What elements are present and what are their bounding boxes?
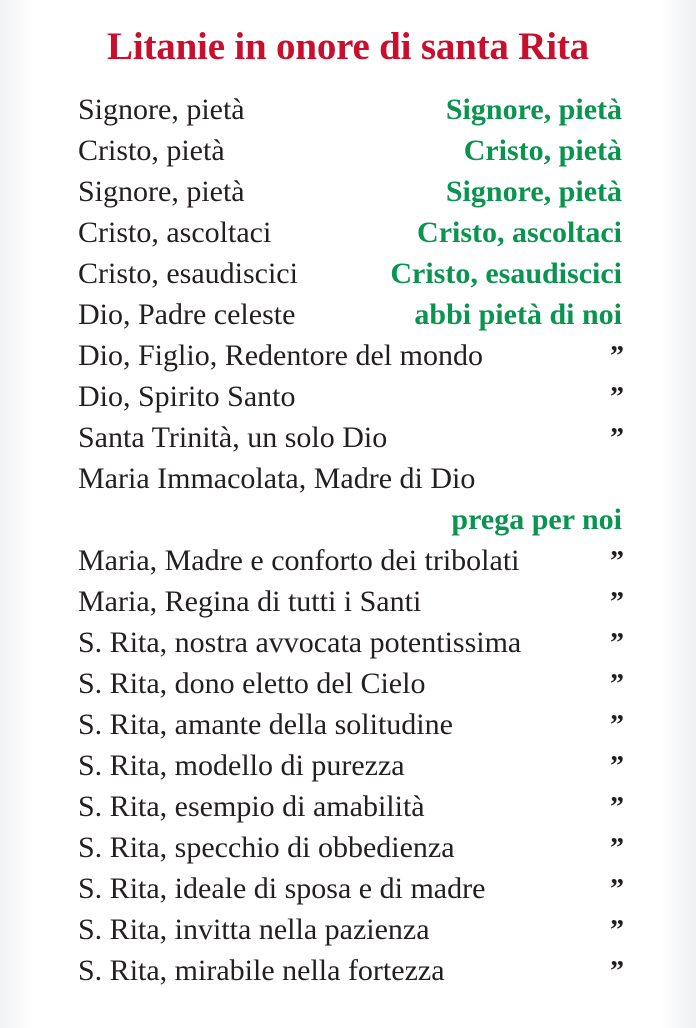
litany-line (78, 294, 622, 335)
litany-line (78, 581, 622, 622)
litany-line (78, 704, 622, 745)
response-text: prega per noi (451, 503, 622, 536)
invocation-text: S. Rita, nostra avvocata potentissima (78, 626, 522, 659)
invocation-text: S. Rita, specchio di obbedienza (78, 831, 455, 864)
litany-line (78, 89, 622, 130)
ditto-mark: ” (610, 956, 624, 987)
litany-line (78, 786, 622, 827)
invocation-text: Dio, Padre celeste (78, 298, 296, 331)
response-text: Signore, pietà (445, 93, 622, 126)
litany-line (78, 663, 622, 704)
invocation-text: Maria, Regina di tutti i Santi (78, 585, 422, 618)
ditto-mark: ” (610, 833, 624, 864)
ditto-mark: ” (610, 628, 624, 659)
ditto-mark: ” (610, 546, 624, 577)
response-text: Signore, pietà (445, 175, 622, 208)
litany-line (78, 130, 622, 171)
litany-line (78, 171, 622, 212)
invocation-text: S. Rita, amante della solitudine (78, 708, 453, 741)
invocation-text: Cristo, pietà (78, 134, 225, 167)
litany-line (78, 376, 622, 417)
invocation-text: Dio, Figlio, Redentore del mondo (78, 339, 483, 372)
invocation-text: S. Rita, modello di purezza (78, 749, 405, 782)
ditto-mark: ” (610, 382, 624, 413)
ditto-mark: ” (610, 792, 624, 823)
litany-line (78, 745, 622, 786)
litany-list (78, 89, 622, 991)
invocation-text: Maria, Madre e conforto dei tribolati (78, 544, 520, 577)
invocation-text: S. Rita, mirabile nella fortezza (78, 954, 445, 987)
invocation-text: Dio, Spirito Santo (78, 380, 296, 413)
invocation-text: Santa Trinità, un solo Dio (78, 421, 388, 454)
response-text: Cristo, ascoltaci (417, 216, 622, 249)
ditto-mark: ” (610, 751, 624, 782)
litany-line (78, 212, 622, 253)
litany-line (78, 540, 622, 581)
response-text: abbi pietà di noi (414, 298, 622, 331)
ditto-mark: ” (610, 710, 624, 741)
litany-line (78, 909, 622, 950)
invocation-text: Maria Immacolata, Madre di Dio (78, 462, 476, 495)
litany-line (78, 950, 622, 991)
litany-line (78, 253, 622, 294)
invocation-text: S. Rita, esempio di amabilità (78, 790, 425, 823)
ditto-mark: ” (610, 669, 624, 700)
response-text: Cristo, esaudiscici (390, 257, 622, 290)
ditto-mark: ” (610, 874, 624, 905)
ditto-mark: ” (610, 341, 624, 372)
ditto-mark: ” (610, 423, 624, 454)
page-title: Litanie in onore di santa Rita (107, 25, 589, 68)
litany-line (78, 417, 622, 458)
ditto-mark: ” (610, 587, 624, 618)
response-text: Cristo, pietà (463, 134, 622, 167)
invocation-text: Signore, pietà (78, 175, 245, 208)
ditto-mark: ” (610, 915, 624, 946)
litany-line (78, 827, 622, 868)
litany-line (78, 868, 622, 909)
invocation-text: S. Rita, invitta nella pazienza (78, 913, 430, 946)
litany-line (78, 622, 622, 663)
invocation-text: Cristo, esaudiscici (78, 257, 298, 290)
litany-line (78, 499, 622, 540)
invocation-text: Cristo, ascoltaci (78, 216, 272, 249)
invocation-text: S. Rita, ideale di sposa e di madre (78, 872, 486, 905)
litany-line (78, 335, 622, 376)
litany-line (78, 458, 622, 499)
invocation-text: Signore, pietà (78, 93, 245, 126)
invocation-text: S. Rita, dono eletto del Cielo (78, 667, 426, 700)
